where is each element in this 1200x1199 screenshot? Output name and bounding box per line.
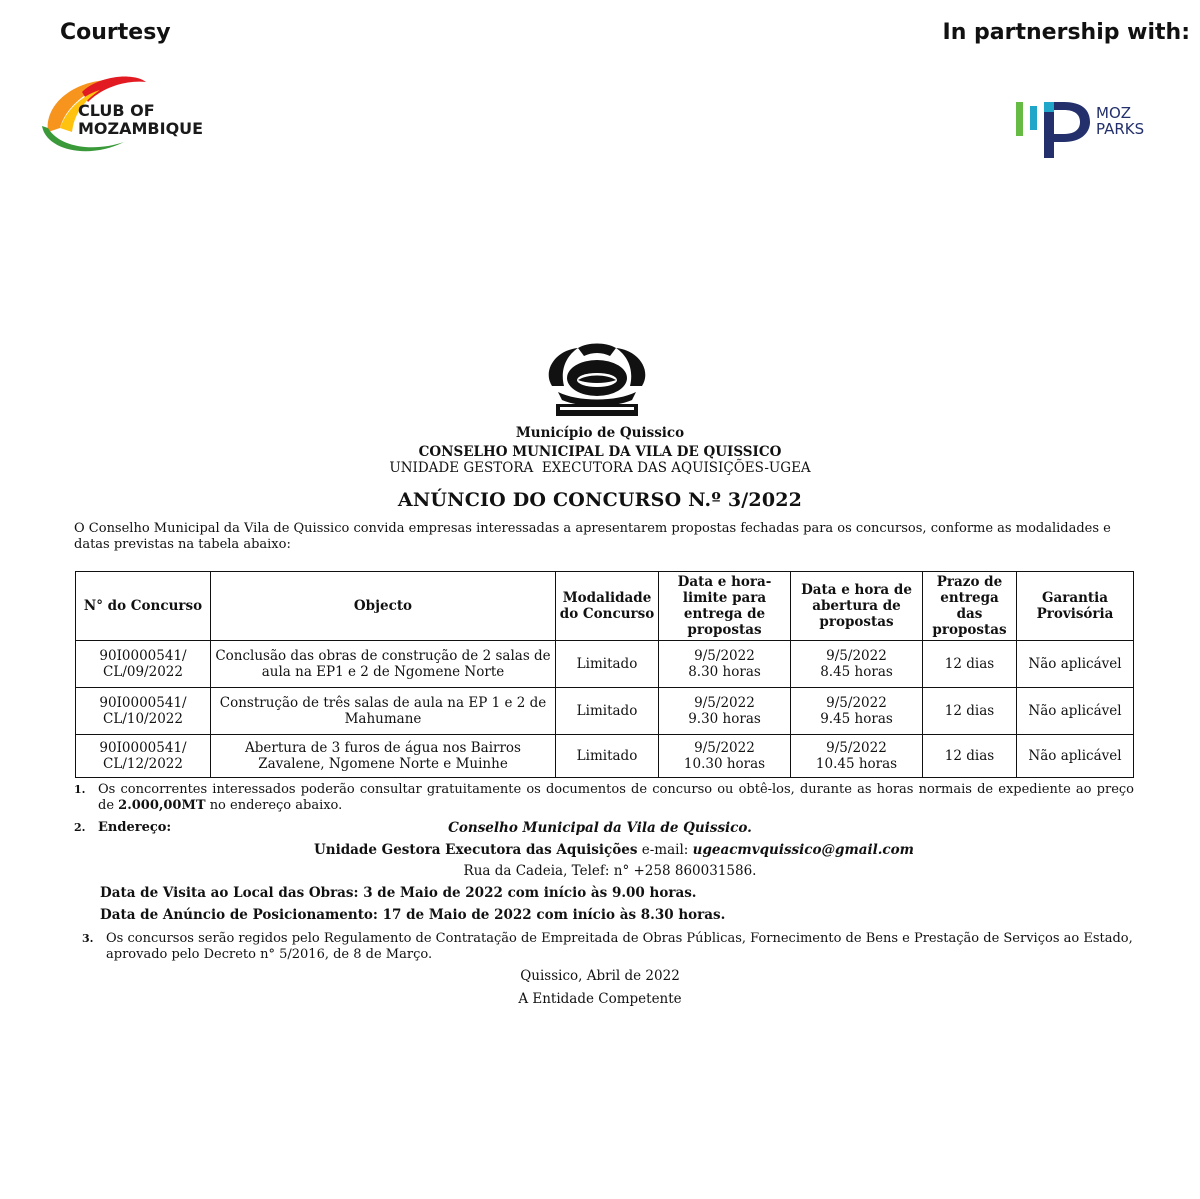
guarantee-cell: Não aplicável [1017,641,1134,688]
opening-date: 9/5/2022 [826,740,887,756]
tender-number-line1: 90I0000541/ [99,740,187,756]
opening-cell [791,735,923,778]
address-email-label: e-mail: [641,842,689,858]
signatory: A Entidade Competente [518,991,682,1007]
opening-cell [791,641,923,688]
tender-number-cell [76,641,211,688]
term-cell: 12 dias [923,735,1017,778]
partnership-label: In partnership with: [942,20,1190,45]
svg-text:MOZ: MOZ [1096,104,1132,122]
object-cell: Conclusão das obras de construção de 2 salas de aula na EP1 e 2 de Ngomene Norte [211,641,556,688]
opening-time: 8.45 horas [820,664,893,680]
deadline-date: 9/5/2022 [694,740,755,756]
col-header-modality: Modalidade do Concurso [556,572,659,641]
deadline-date: 9/5/2022 [694,648,755,664]
note-1 [74,782,1138,814]
opening-time: 10.45 horas [815,756,898,772]
table-row [76,735,1134,778]
deadline-date: 9/5/2022 [694,695,755,711]
address-unit-line [0,842,1200,858]
table-row [76,641,1134,688]
col-header-term: Prazo de entrega das propostas [923,572,1017,641]
tender-number-line1: 90I0000541/ [99,648,187,664]
note-3 [82,931,1142,963]
object-cell: Construção de três salas de aula na EP 1 e 2 de Mahumane [211,688,556,735]
deadline-time: 9.30 horas [688,711,761,727]
deadline-cell [659,688,791,735]
note-1-price: 2.000,00MT [118,798,206,813]
tender-number-cell [76,735,211,778]
council-name: CONSELHO MUNICIPAL DA VILA DE QUISSICO [418,444,782,460]
guarantee-cell: Não aplicável [1017,688,1134,735]
opening-time: 9.45 horas [820,711,893,727]
term-cell: 12 dias [923,688,1017,735]
col-header-deadline: Data e hora-limite para entrega de propostas [659,572,791,641]
tender-table [75,571,1134,778]
col-header-number: N° do Concurso [76,572,211,641]
address-street: Rua da Cadeia, Telef: n° +258 860031586. [463,863,757,879]
club-of-mozambique-logo [38,72,208,158]
guarantee-cell: Não aplicável [1017,735,1134,778]
address-email[interactable]: ugeacmvquissico@gmail.com [692,842,914,858]
col-header-opening: Data e hora de abertura de propostas [791,572,923,641]
unit-name: UNIDADE GESTORA EXECUTORA DAS AQUISIÇÕES-UGEA [389,460,811,476]
deadline-time: 8.30 horas [688,664,761,680]
opening-date: 9/5/2022 [826,648,887,664]
site-visit-date: Data de Visita ao Local das Obras: 3 de Maio de 2022 com início às 9.00 horas. [100,885,697,901]
opening-date: 9/5/2022 [826,695,887,711]
svg-text:MOZAMBIQUE: MOZAMBIQUE [78,119,204,138]
address-council: Conselho Municipal da Vila de Quissico. [448,820,752,836]
tender-number-line2: CL/12/2022 [103,756,183,772]
tender-number-line2: CL/09/2022 [103,664,183,680]
modality-cell: Limitado [556,641,659,688]
address-unit: Unidade Gestora Executora das Aquisições [314,842,638,858]
courtesy-label: Courtesy [60,20,171,45]
object-cell: Abertura de 3 furos de água nos Bairros Zavalene, Ngomene Norte e Muinhe [211,735,556,778]
col-header-object: Objecto [211,572,556,641]
moz-parks-logo [1012,96,1152,166]
table-row [76,688,1134,735]
deadline-cell [659,735,791,778]
intro-paragraph: O Conselho Municipal da Vila de Quissico convida empresas interessadas a apresentarem propostas fechadas para os concursos, conforme as modalidades e datas previstas na tabela abaixo: [74,521,1111,552]
modality-cell: Limitado [556,735,659,778]
col-header-guarantee: Garantia Provisória [1017,572,1134,641]
tender-number-line2: CL/10/2022 [103,711,183,727]
note-3-text: Os concursos serão regidos pelo Regulamento de Contratação de Empreitada de Obras Públicas, Fornecimento de Bens e Prestação de Serviços ao Estado, aprovado pelo Decreto n° 5/2016, de 8 de Março. [106,931,1133,962]
opening-cell [791,688,923,735]
municipality-name: Município de Quissico [515,425,685,441]
modality-cell: Limitado [556,688,659,735]
announcement-title: ANÚNCIO DO CONCURSO N.º 3/2022 [397,489,803,511]
tender-number-line1: 90I0000541/ [99,695,187,711]
note-3-number: 3. [82,932,94,945]
note-1-body [98,782,1134,814]
place-and-date: Quissico, Abril de 2022 [520,968,680,984]
tender-number-cell [76,688,211,735]
deadline-time: 10.30 horas [683,756,766,772]
note-1-text: Os concorrentes interessados poderão consultar gratuitamente os documentos de concurso ou obtê-los, durante as horas normais de expediente ao preço de [98,782,1134,813]
note-2-number: 2. [74,821,86,834]
svg-text:PARKS: PARKS [1096,120,1145,138]
deadline-cell [659,641,791,688]
term-cell: 12 dias [923,641,1017,688]
note-1-tail: no endereço abaixo. [209,798,343,813]
table-header-row [76,572,1134,641]
municipal-emblem-icon [538,340,656,420]
note-1-number: 1. [74,783,86,796]
address-label: Endereço: [98,820,172,835]
svg-text:CLUB OF: CLUB OF [78,101,155,120]
announcement-date: Data de Anúncio de Posicionamento: 17 de Maio de 2022 com início às 8.30 horas. [100,907,726,923]
